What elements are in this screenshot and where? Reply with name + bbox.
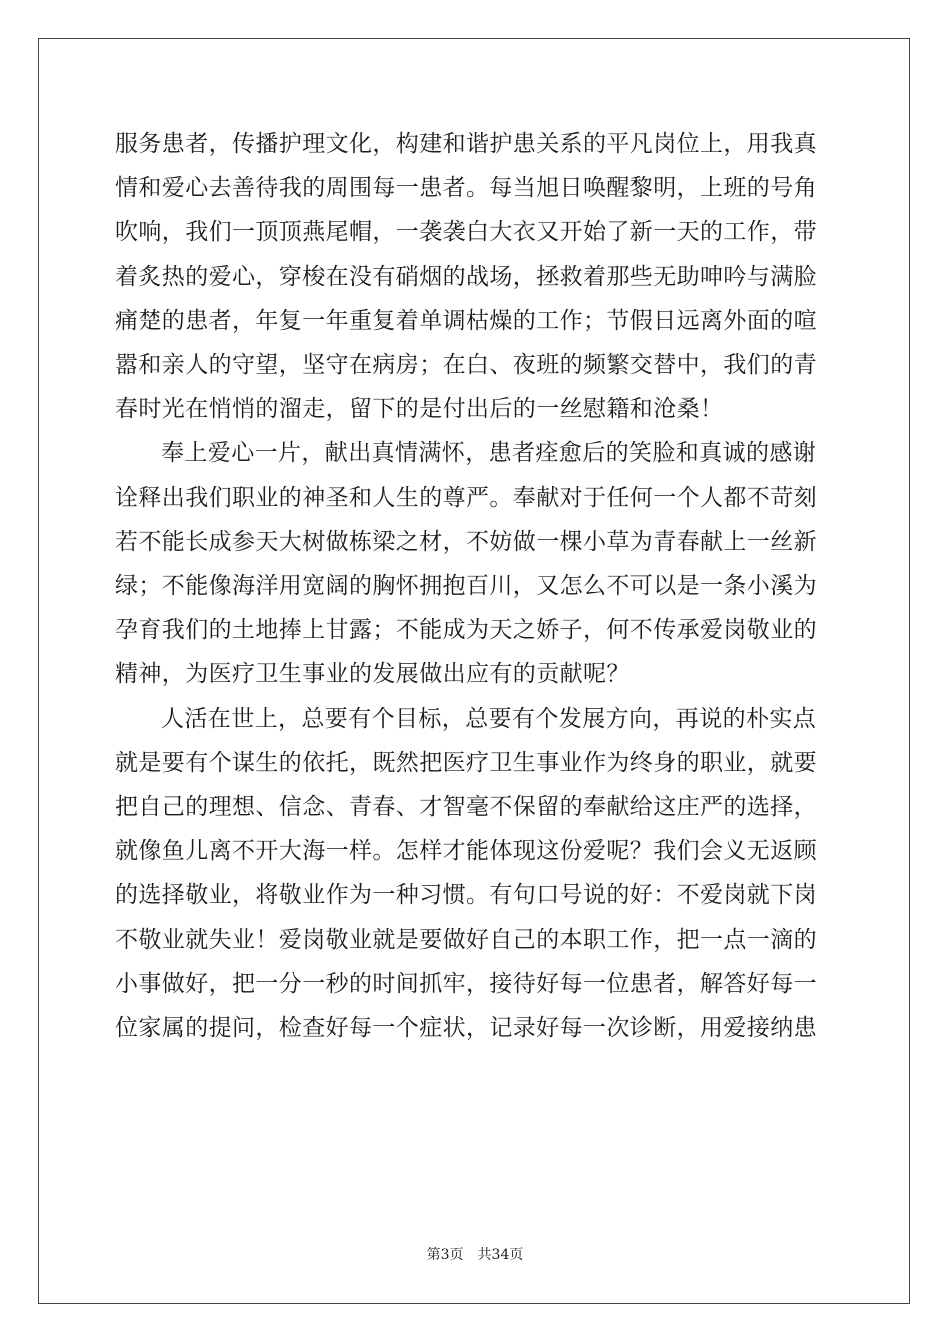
text-line: 人活在世上，总要有个目标，总要有个发展方向，再说的朴实点 [161, 705, 817, 732]
paragraph-1 [115, 122, 835, 431]
text-line: 情和爱心去善待我的周围每一患者。每当旭日唤醒黎明，上班的号角 [115, 175, 817, 202]
paragraph-2 [115, 431, 835, 696]
page-number: 第3页 [426, 1247, 464, 1263]
text-line: 不敬业就失业！爱岗敬业就是要做好自己的本职工作，把一点一滴的 [115, 926, 817, 953]
text-line: 嚣和亲人的守望，坚守在病房；在白、夜班的频繁交替中，我们的青 [115, 352, 817, 379]
text-line: 服务患者，传播护理文化，构建和谐护患关系的平凡岗位上，用我真 [115, 131, 817, 157]
text-line: 位家属的提问，检查好每一个症状，记录好每一次诊断，用爱接纳患 [115, 1015, 817, 1042]
text-line: 就像鱼儿离不开大海一样。怎样才能体现这份爱呢？我们会义无返顾 [115, 838, 817, 865]
text-line: 精神，为医疗卫生事业的发展做出应有的贡献呢？ [115, 661, 630, 688]
text-line: 若不能长成参天大树做栋梁之材，不妨做一棵小草为青春献上一丝新 [115, 528, 817, 555]
text-line: 把自己的理想、信念、青春、才智毫不保留的奉献给这庄严的选择， [115, 794, 817, 821]
text-line: 吹响，我们一顶顶燕尾帽，一袭袭白大衣又开始了新一天的工作，带 [115, 219, 817, 246]
text-line: 痛楚的患者，年复一年重复着单调枯燥的工作；节假日远离外面的喧 [115, 307, 817, 334]
paragraph-3 [115, 697, 835, 1051]
text-line: 绿；不能像海洋用宽阔的胸怀拥抱百川，又怎么不可以是一条小溪为 [115, 573, 817, 600]
text-line: 孕育我们的土地捧上甘露；不能成为天之娇子，何不传承爱岗敬业的 [115, 617, 817, 644]
text-line: 的选择敬业，将敬业作为一种习惯。有句口号说的好：不爱岗就下岗 [115, 882, 817, 909]
page-footer [0, 1244, 950, 1264]
document-body [115, 122, 835, 1050]
page-total: 共34页 [477, 1247, 524, 1263]
text-line: 奉上爱心一片，献出真情满怀，患者痊愈后的笑脸和真诚的感谢 [161, 440, 817, 467]
text-line: 诠释出我们职业的神圣和人生的尊严。奉献对于任何一个人都不苛刻 [115, 484, 817, 511]
text-line: 春时光在悄悄的溜走，留下的是付出后的一丝慰籍和沧桑！ [115, 396, 724, 423]
text-line: 就是要有个谋生的依托，既然把医疗卫生事业作为终身的职业，就要 [115, 749, 817, 776]
text-line: 小事做好，把一分一秒的时间抓牢，接待好每一位患者，解答好每一 [115, 970, 817, 997]
text-line: 着炙热的爱心，穿梭在没有硝烟的战场，拯救着那些无助呻吟与满脸 [115, 263, 817, 290]
